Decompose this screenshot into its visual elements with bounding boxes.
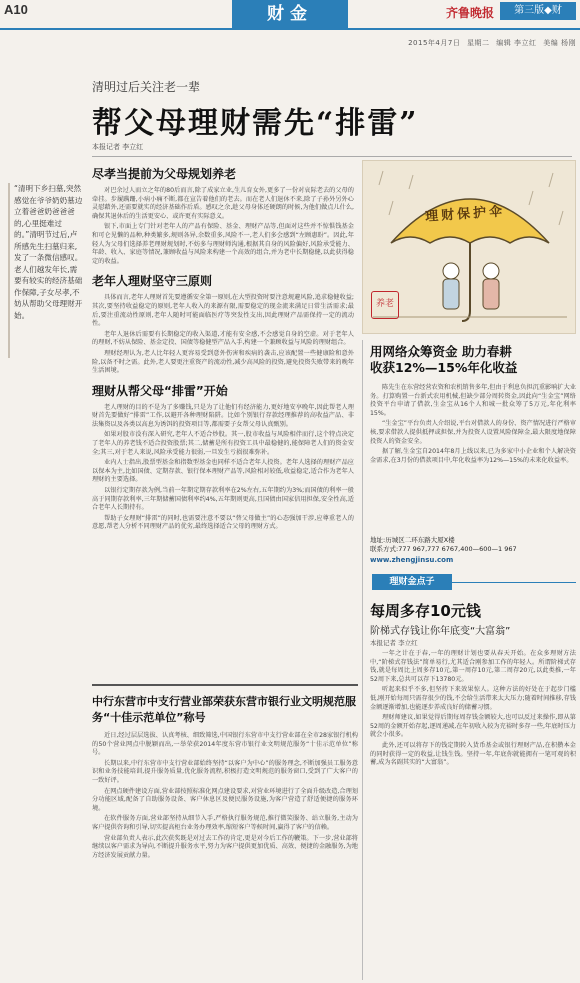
paragraph: 陈先生在东营经营农资和农机销售多年,但由于利息负担沉重影响扩大业务。打算购置一台新式农用机械,但缺少部分周转资金,因此向“生金宝”网络投资平台申请了借款,生金宝从16个人和城一批众筹了5万元,年化利率15%。: [370, 384, 576, 417]
column-byline: 本报记者 李立红: [370, 639, 418, 647]
divider: [92, 156, 572, 157]
section-subhead: 老年人理财坚守三原则: [92, 274, 213, 289]
paragraph: 理财师建议,如果觉得后期每周存钱金额较大,也可以反过来操作,即从第52周的金额开始存起,逐周递减,在年初收入较为充裕时多存一些,年底时压力就会小很多。: [370, 714, 576, 739]
section-divider: [92, 684, 358, 686]
paragraph: 在软件服务方面,营业部坚持从细节入手,严格执行服务规范,推行微笑服务、站立服务,主动为客户提供咨询和引导,切实提高柜台业务办理效率,缩短客户等候时间,赢得了客户的信赖。: [92, 815, 358, 831]
paragraph: 听起来似乎不多,但坚持下来效果惊人。这种方法的好处在于起步门槛低,刚开始每周只需存很少的钱,不会给生活带来太大压力;随着时间推移,存钱金额逐渐增加,也能逐步养成良好的储蓄习惯。: [370, 686, 576, 711]
ad-address: 地址:历城区二环东路大厦X楼: [370, 536, 455, 544]
umbrella-caption: 理财保护伞: [424, 204, 506, 225]
ad-phone: 联系方式:777 967,777 6767,400—600—1 967: [370, 545, 517, 553]
lead-article-body: [92, 165, 354, 534]
pull-quote: “清明下乡扫墓,突然感觉在爷爷奶奶墓边立着爸爸奶爸爸爸的,心里挺难过的。”清明节过后,卢所感先生扫墓归来,发了一条微信感叹。老人们越发年长,需要有较实的经济基础作保障,子女尽孝,不妨从帮助父母理财开始。: [14, 184, 83, 320]
page-number: A10: [4, 2, 28, 17]
section-rule: [0, 28, 580, 30]
bank-article-headline: 中行东营市中支行营业部荣获东营市银行业文明规范服务“十佳示范单位”称号: [92, 695, 356, 724]
issue-designer: 美编 杨刚: [543, 39, 576, 47]
lead-byline: 本报记者 李立红: [92, 143, 144, 151]
paragraph: 老人理财的目的不是为了多赚钱,只是为了让他们有经济能力,更好地安享晚年,因此帮老人理财首先要做好“排雷”工作,以避开各种理财陷阱。比如个别银行存款经理推荐的高收益产品、非法集资以及各类以高息为诱饵的投资项目等,都需要子女帮父母认真甄别。: [92, 403, 354, 428]
paragraph: 此外,还可以将存下的钱定期转入货币基金或银行理财产品,在积攒本金的同时获得一定的收益,让钱生钱。坚持一年,年底你就能拥有一笔可观的积蓄,成为名副其实的“大富翁”。: [370, 741, 576, 767]
ad-headline-line1: 用网络众筹资金 助力春耕: [370, 344, 512, 359]
brand-logo: 齐鲁晚报: [446, 6, 495, 20]
paragraph: 理财经理认为,老人比年轻人更容易受到意外伤害和疾病的袭击,应该配置一些健康险和意外险,以备不时之需。此外,老人要更注重资产的流动性,减少高风险的投资,避免投资失败带来的晚年生活困境。: [92, 349, 354, 375]
paragraph: 以银行定期存款为例,当前一年期定期存款利率在2%左右,五年期约为3%;而国债的利率一般高于同期存款利率,三年期储蓄国债利率约4%,五年期则更高,且国债由国家信用担保,安全性高,适合老年人长期持有。: [92, 487, 354, 512]
column-tag-rule: [452, 582, 576, 583]
paragraph: 帮助子女理财“排雷”的同时,也需要注意不要以“替父母做主”的心态强加干涉,应尊重老人的意愿,帮老人分析不同理财产品的优劣,最终选择适合父母的理财方式。: [92, 514, 354, 531]
umbrella-illustration: [362, 160, 576, 334]
paragraph: 据了解,生金宝自2014年8月上线以来,已为多家中小企业和个人解决资金需求,在3月份的借款项目中,年化收益率为12%—15%的未来化收益率。: [370, 448, 576, 464]
issue-date: 2015年4月7日: [408, 39, 461, 47]
ad-headline-line2: 收获12%—15%年化收益: [370, 360, 518, 375]
paragraph: 具体而言,老年人理财首先要遵循安全第一原则,在大型投资时要注意规避风险,追求稳健收益;其次,要坚持收益稳定的原则,老年人收入的来源有限,需要稳定的现金流来满足日常生活需求;最后,要注重流动性原则,老年人随时可能面临医疗等突发性支出,因此理财产品需保持一定的流动性。: [92, 294, 354, 328]
section-subhead: 理财从帮父母“排雷”开始: [92, 383, 228, 398]
column-headline: 每周多存10元钱: [370, 602, 481, 620]
paragraph: 对巴余过人而立之年的80后而言,除了成家立业,生儿育女外,更多了一份对哀际老去的父母的牵挂。步履蹒跚,小病小痛不断,都在宣告着他们的老去。而在老人们退休不来,除了子孙外另外心灵慰藉外,还需要就实的经济基础作后盾。感叹之余,趁父母身体还硬朗的时候,为他们做点儿什么,确保其退休后的生活更安心、或许更有实际意义。: [92, 187, 354, 220]
stamp: 养老: [371, 291, 399, 319]
paragraph: 银下,市面上专门针对老年人的产品有保险、基金、理财产品等,但面对这些并不惊惧钱基金和可仑见懒的品种,种类繁多,规则各异,余数重多,风险不一,老人们多会感到“左顾惠盼”。因此,年轻人为父母们选择养老理财规划时,不妨多与理财师沟通,根据其自身的风险偏好,风险承受能力、年龄、收入、家庭等情况,兼顾收益与风险来构建一个高效的组合,并为老中长期稳健,以此获得稳定的收益。: [92, 223, 354, 265]
quote-bar: [8, 183, 10, 358]
ad-contact: [370, 536, 576, 554]
brand-tag: 第三版◆财: [500, 2, 576, 20]
ad-body: [370, 384, 576, 467]
column-rule: [362, 340, 363, 980]
lead-kicker: 清明过后关注老一辈: [92, 80, 201, 94]
issue-editor: 编辑 李立红: [496, 39, 537, 47]
paragraph: 近日,经过层层选拔、认真考核、细致筛选,中国银行东营市中支行营业部在全市28家银行机构的50个营业网点中脱颖而出,一举荣获2014年度东营市银行业文明规范服务“十佳示范单位”称号。: [92, 732, 358, 757]
column-tag: 理财金点子: [372, 574, 452, 590]
ad-website: www.zhengjinsu.com: [370, 556, 454, 564]
paragraph: 营业部负责人表示,此次获奖既是对过去工作的肯定,更是对今后工作的鞭策。下一步,营业部将继续以客户需求为导向,不断提升服务水平,努力为客户提供更加优质、高效、便捷的金融服务,为地方经济发展贡献力量。: [92, 834, 358, 859]
section-body: [92, 187, 354, 266]
paragraph: 业内人士指出,股票型基金和指数型基金也同样不适合老年人投资。老年人选择的理财产品应以保本为主,比如国债、定期存款、银行保本理财产品等,风险相对较低,收益稳定,适合作为老年人理财的主要选择。: [92, 459, 354, 484]
section-body: [92, 294, 354, 375]
issue-meta: [400, 38, 576, 48]
ad-headline: [370, 344, 576, 376]
lead-headline: 帮父母理财需先“排雷”: [92, 106, 419, 141]
issue-weekday: 星期二: [467, 39, 490, 47]
paragraph: 长期以来,中行东营市中支行营业部始终坚持“以客户为中心”的服务理念,不断加强员工服务意识和业务技能培训,提升服务质量,优化服务流程,积极打造文明规范的服务窗口,受到了广大客户的一致好评。: [92, 759, 358, 784]
paragraph: 如果对股市没有深入研究,老年人不适合炒股。其一,股市收益与风险相伴而行,这个特点决定了老年人的养老钱不适合投资股票;其二,储蓄是所有投资工具中最稳健的,能保障老人们的资金安全;其三,对于老人来说,风险承受能力很弱,一旦发生亏损很难弥补。: [92, 431, 354, 456]
section-body: [92, 404, 354, 532]
paragraph: 一年之计在于春,一年的理财计划也要从春天开始。在众多理财方法中,“阶梯式存钱法”简单易行,尤其适合刚参加工作的年轻人。所谓阶梯式存钱,就是每周比上周多存10元,第一周存10元,第二周存20元,以此类推,一年52周下来,总共可以存下13780元。: [370, 650, 576, 683]
paragraph: “生金宝”平台负责人介绍说,平台对借款人的身份、资产情况进行严格审核,要求借款人提供抵押或担保,并为投资人设置风险保障金,最大限度地保障投资人的资金安全。: [370, 420, 577, 445]
column-body: [370, 650, 576, 770]
paragraph: 老年人退休后需要有长期稳定的收入渠道,才能有安全感,不会感觉自身的空虚。对于老年人的理财,不妨从保险、基金定投、国债等稳健型产品入手,构建一个兼顾收益与风险的理财组合。: [92, 330, 354, 347]
paragraph: 在网点硬件建设方面,营业部按照标准化网点建设要求,对营业环境进行了全面升级改造,合理划分功能区域,配备了自助服务设备、客户休息区及便民服务设施,为客户营造了舒适便捷的服务环境。: [92, 787, 358, 812]
column-subhead: 阶梯式存钱让你年底变“大富翁”: [370, 626, 511, 637]
section-subhead: 尽孝当提前为父母规划养老: [92, 167, 237, 181]
section-title: 财金: [232, 0, 348, 28]
bank-article-body: [92, 732, 358, 862]
